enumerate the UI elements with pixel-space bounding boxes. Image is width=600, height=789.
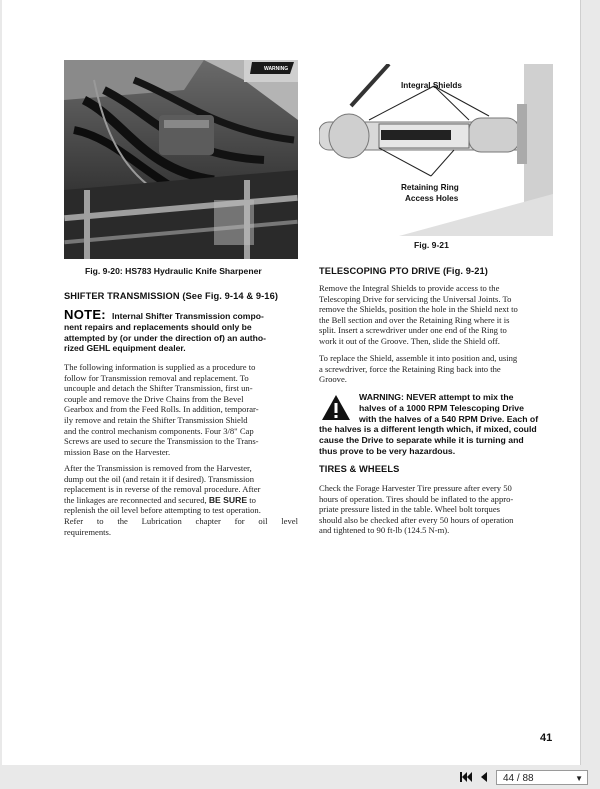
text-line: split. Insert a screwdriver under one end of the Ring to	[319, 325, 507, 336]
retaining-ring-label: Retaining Ring	[401, 183, 459, 192]
warning-line-4: the halves is a different length which, if mixed, could	[319, 424, 537, 435]
note-line-3: attempted by (or under the direction of) an autho-	[64, 332, 266, 343]
text-fragment: to	[249, 494, 256, 505]
text-line: dump out the oil (and retain it if desired). Transmission	[64, 473, 254, 484]
warning-line-2: halves of a 1000 RPM Telescoping Drive	[359, 402, 524, 413]
text-line: Screws are used to secure the Transmission to the Trans-	[64, 436, 259, 447]
note-line-2: nent repairs and replacements should only be	[64, 322, 252, 332]
document-page	[2, 0, 581, 765]
shifter-transmission-section	[64, 291, 298, 301]
warning-line-6: thus prove to be very hazardous.	[319, 445, 456, 456]
text-line: and the control mechanism components. Four 3/8" Cap	[64, 425, 254, 436]
text-line: Telescoping Drive for servicing the Universal Joints. To	[319, 293, 512, 304]
telescoping-pto-heading: TELESCOPING PTO DRIVE (Fig. 9-21)	[319, 266, 488, 276]
text-line: replacement is in reverse of the removal procedure. After	[64, 484, 261, 495]
warning-block	[319, 392, 553, 457]
figure-9-21-caption: Fig. 9-21	[414, 240, 449, 250]
tires-wheels-heading: TIRES & WHEELS	[319, 464, 400, 474]
sharpener-machinery-illustration	[64, 60, 298, 259]
text-line: couple and remove the Drive Chains from the Bevel	[64, 393, 244, 404]
warning-triangle-icon	[321, 394, 351, 421]
integral-shields-label: Integral Shields	[401, 81, 462, 90]
text-line: mission Base on the Harvester.	[64, 446, 171, 457]
note-block	[64, 307, 298, 354]
text-line: To replace the Shield, assemble it into position and, using	[319, 353, 518, 363]
text-line: a screwdriver, force the Retaining Ring back into the	[319, 363, 501, 374]
note-label: NOTE:	[64, 307, 106, 322]
figure-9-20-caption: Fig. 9-20: HS783 Hydraulic Knife Sharpener	[85, 266, 262, 276]
warning-line-3: with the halves of a 540 RPM Drive. Each of	[359, 413, 539, 424]
sign-warning-text: WARNING	[264, 66, 289, 72]
telescoping-pto-section	[319, 266, 553, 276]
warning-line-1: WARNING: NEVER attempt to mix the	[359, 392, 514, 402]
text-line: requirements.	[64, 526, 112, 537]
removal-procedure-paragraph	[64, 362, 298, 457]
text-line: After the Transmission is removed from the Harvester,	[64, 463, 252, 473]
pto-drive-drawing	[319, 64, 553, 236]
page-number: 41	[540, 732, 553, 744]
page-indicator: 44 / 88	[503, 773, 534, 784]
text-line: uncouple and detach the Shifter Transmission, first un-	[64, 383, 253, 394]
text-line-be-sure	[64, 495, 298, 506]
text-line: Gearbox and from the Feed Rolls. In addition, temporar-	[64, 404, 259, 415]
note-line-1: Internal Shifter Transmission compo-	[111, 311, 264, 321]
telescoping-pto-drive-illustration	[319, 64, 553, 236]
tires-wheels-section	[319, 464, 553, 474]
text-line: priate pressure listed in the table. Wheel bolt torques	[319, 504, 500, 515]
shield-removal-paragraph	[319, 283, 553, 347]
text-line: Remove the Integral Shields to provide access to the	[319, 283, 500, 293]
previous-page-icon[interactable]	[478, 771, 490, 785]
text-line: replenish the oil level before attempting to test operation.	[64, 505, 261, 516]
text-line: work it out of the Groove. Then, slide the Shield off.	[319, 335, 500, 346]
text-line: should also be checked after every 50 hours of operation	[319, 514, 514, 525]
access-holes-label: Access Holes	[405, 194, 459, 203]
tire-pressure-paragraph	[319, 483, 553, 536]
warning-line-5: cause the Drive to separate while it is turning and	[319, 435, 524, 446]
text-line: remove the Shields, position the hole in the Shield next to	[319, 304, 518, 315]
text-line: and tightened to 90 ft-lb (124.5 N-m).	[319, 525, 450, 536]
text-line: the Bell section and over the Retaining Ring where it is	[319, 314, 510, 325]
viewer-toolbar	[0, 767, 600, 789]
shifter-transmission-heading: SHIFTER TRANSMISSION (See Fig. 9-14 & 9-16)	[64, 291, 279, 301]
first-page-icon[interactable]	[458, 771, 474, 785]
text-line: hours of operation. Tires should be inflated to the appro-	[319, 493, 514, 504]
text-line: The following information is supplied as a procedure to	[64, 362, 256, 372]
shield-replace-paragraph	[319, 353, 553, 385]
text-line: Refer to the Lubrication chapter for oil level	[64, 515, 298, 526]
be-sure-emphasis: BE SURE	[208, 494, 248, 505]
text-line: follow for Transmission removal and replacement. To	[64, 372, 249, 383]
hydraulic-knife-sharpener-photo	[64, 60, 298, 259]
text-fragment: the linkages are reconnected and secured,	[64, 494, 207, 505]
text-line: Check the Forage Harvester Tire pressure after every 50	[319, 483, 512, 493]
text-line: Groove.	[319, 374, 347, 385]
page-selector[interactable]	[496, 770, 588, 785]
replacement-paragraph	[64, 463, 298, 537]
text-line: ily remove and retain the Shifter Transmission Shield	[64, 414, 248, 425]
chevron-down-icon: ▼	[575, 774, 583, 783]
note-line-4: rized GEHL equipment dealer.	[64, 343, 186, 354]
